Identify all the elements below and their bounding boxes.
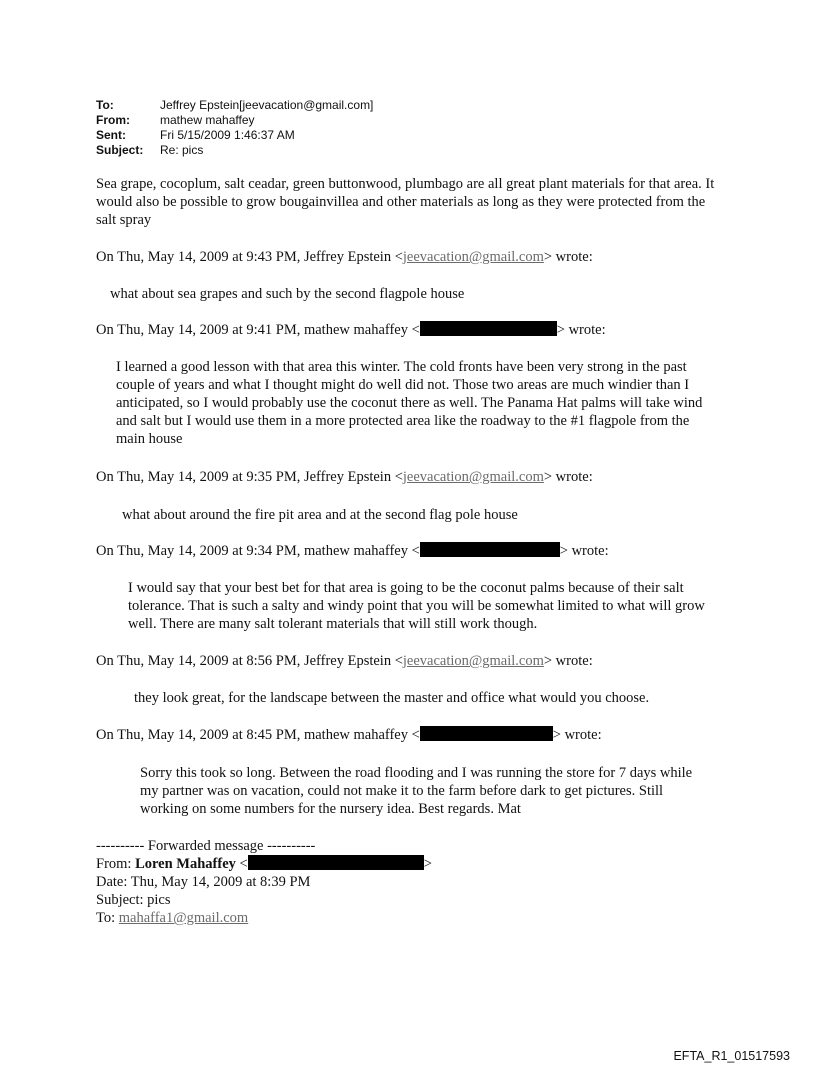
quote-2-suffix: > wrote: (556, 322, 606, 338)
quote-6-suffix: > wrote: (552, 727, 602, 743)
email-header (96, 98, 373, 158)
forwarded-from-name: Loren Mahaffey (135, 856, 236, 872)
redaction-box (420, 726, 553, 741)
document-id: EFTA_R1_01517593 (673, 1049, 790, 1063)
forwarded-date: Date: Thu, May 14, 2009 at 8:39 PM (96, 874, 311, 890)
quote-1-text: what about sea grapes and such by the second flagpole house (110, 286, 465, 302)
quote-4-suffix: > wrote: (559, 543, 609, 559)
quote-1-suffix: > wrote: (543, 249, 593, 265)
forwarded-from-label: From: (96, 856, 136, 872)
quote-5-email-link[interactable]: jeevacation@gmail.com (402, 653, 544, 669)
quote-3-prefix: On Thu, May 14, 2009 at 9:35 PM, Jeffrey Epstein < (96, 469, 403, 485)
quote-3-suffix: > wrote: (543, 469, 593, 485)
quote-3-attribution (96, 468, 593, 486)
quote-5-attribution (96, 652, 593, 670)
quote-2-paragraph: I learned a good lesson with that area this winter. The cold fronts have been very strong in the past couple of years and what I thought might do well did not. Those two areas are much windier than I anticipated, so I would probably use the coconut there as well. The Panama Hat palms will take wind and salt but I would use them in a more protected area like the roadway to the #1 flagpole from the main house (116, 359, 703, 447)
to-value: Jeffrey Epstein[jeevacation@gmail.com] (160, 98, 374, 112)
from-row (96, 113, 373, 128)
redaction-box (420, 321, 557, 336)
quote-3-email-link[interactable]: jeevacation@gmail.com (402, 469, 544, 485)
quote-4-prefix: On Thu, May 14, 2009 at 9:34 PM, mathew mahaffey < (96, 543, 420, 559)
forwarded-to (96, 909, 248, 927)
sent-row (96, 128, 373, 143)
quote-2-attribution (96, 321, 606, 339)
sent-label: Sent: (96, 128, 126, 142)
subject-value: Re: pics (160, 143, 204, 157)
forwarded-to-label: To: (96, 910, 119, 926)
quote-6-paragraph: Sorry this took so long. Between the road flooding and I was running the store for 7 days while my partner was on vacation, could not make it to the farm before dark to get pictures. Still working on some numbers for the nursery idea. Best regards. Mat (140, 765, 693, 817)
quote-3-text: what about around the fire pit area and at the second flag pole house (122, 507, 518, 523)
to-label: To: (96, 98, 114, 112)
quote-1-prefix: On Thu, May 14, 2009 at 9:43 PM, Jeffrey Epstein < (96, 249, 403, 265)
quote-5-prefix: On Thu, May 14, 2009 at 8:56 PM, Jeffrey Epstein < (96, 653, 403, 669)
quote-6-attribution (96, 726, 602, 744)
forwarded-from (96, 855, 432, 873)
forwarded-to-email-link[interactable]: mahaffa1@gmail.com (118, 910, 249, 926)
quote-5-suffix: > wrote: (543, 653, 593, 669)
quote-5-text: they look great, for the landscape between the master and office what would you choose. (134, 690, 650, 706)
forwarded-subject: Subject: pics (96, 892, 171, 908)
quote-1-attribution (96, 248, 593, 266)
subject-row (96, 143, 373, 158)
redaction-box (420, 542, 560, 557)
sent-value: Fri 5/15/2009 1:46:37 AM (160, 128, 295, 142)
quote-4-paragraph: I would say that your best bet for that area is going to be the coconut palms because of their salt tolerance. That is such a salty and windy point that you will be somewhat limited to what will grow well. There are many salt tolerant materials that will still work though. (128, 580, 705, 632)
forwarded-from-close: > (423, 856, 432, 872)
subject-label: Subject: (96, 143, 144, 157)
to-row (96, 98, 373, 113)
from-label: From: (96, 113, 130, 127)
redaction-box (248, 855, 424, 870)
reply-paragraph: Sea grape, cocoplum, salt ceadar, green buttonwood, plumbago are all great plant materials for that area. It would also be possible to grow bougainvillea and other materials as long as they were protected from the salt spray (96, 176, 715, 228)
quote-4-attribution (96, 542, 609, 560)
quote-1-email-link[interactable]: jeevacation@gmail.com (402, 249, 544, 265)
forwarded-divider: ---------- Forwarded message ---------- (96, 838, 316, 854)
forwarded-from-open: < (235, 856, 248, 872)
from-value: mathew mahaffey (160, 113, 255, 127)
quote-6-prefix: On Thu, May 14, 2009 at 8:45 PM, mathew mahaffey < (96, 727, 420, 743)
quote-2-prefix: On Thu, May 14, 2009 at 9:41 PM, mathew mahaffey < (96, 322, 420, 338)
